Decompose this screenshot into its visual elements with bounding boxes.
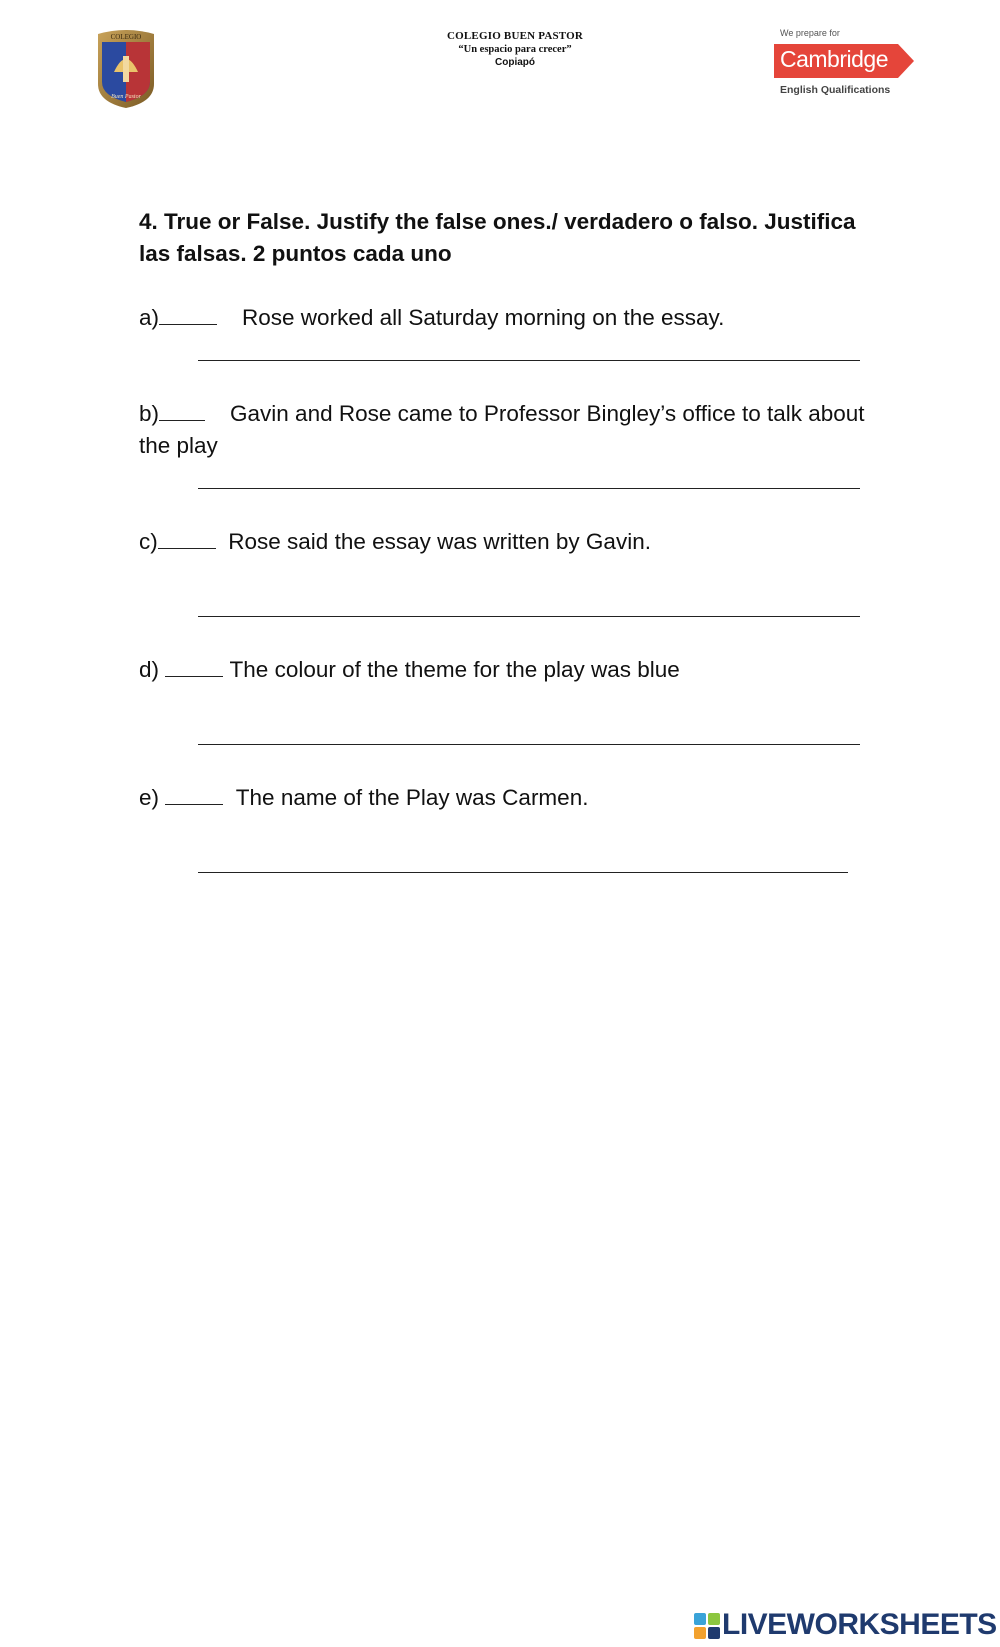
school-city: Copiapó (495, 57, 535, 68)
cambridge-wordmark: Cambridge (780, 46, 888, 72)
cambridge-logo (774, 28, 914, 100)
cambridge-top-text: We prepare for (780, 28, 840, 38)
question-letter: e) (139, 785, 160, 810)
school-name: COLEGIO BUEN PASTOR (446, 30, 584, 42)
question-letter: a) (139, 305, 160, 330)
question-c (139, 526, 879, 558)
school-motto: “Un espacio para crecer” (458, 44, 572, 55)
justification-line[interactable] (198, 872, 848, 873)
answer-blank-tf[interactable] (158, 528, 216, 549)
answer-blank-tf[interactable] (159, 304, 217, 325)
justification-line[interactable] (198, 744, 860, 745)
question-b (139, 398, 879, 462)
school-header (410, 30, 620, 69)
exercise-title: 4. True or False. Justify the false ones./ verdadero o falso. Justifica las falsas. 2 puntos cada uno (139, 209, 856, 266)
liveworksheets-icon (694, 1613, 720, 1639)
question-letter: c) (139, 529, 158, 554)
question-text: The colour of the theme for the play was blue (229, 657, 680, 682)
question-letter: d) (139, 657, 160, 682)
question-e (139, 782, 879, 814)
question-text: Rose said the essay was written by Gavin. (228, 529, 651, 554)
justification-line[interactable] (198, 616, 860, 617)
question-a (139, 302, 879, 334)
justification-line[interactable] (198, 488, 860, 489)
question-text: The name of the Play was Carmen. (235, 785, 589, 810)
answer-blank-tf[interactable] (159, 400, 205, 421)
crest-top-text: COLEGIO (110, 33, 142, 41)
school-crest-logo (94, 28, 158, 110)
cambridge-subtitle: English Qualifications (780, 84, 891, 96)
crest-bottom-text: Buen Pastor (111, 94, 141, 100)
liveworksheets-wordmark: LIVEWORKSHEETS (722, 1608, 997, 1641)
question-letter: b) (139, 401, 160, 426)
answer-blank-tf[interactable] (165, 784, 223, 805)
question-text: Gavin and Rose came to Professor Bingley’s office to talk about the play (139, 401, 865, 458)
question-d (139, 654, 879, 686)
justification-line[interactable] (198, 360, 860, 361)
question-text: Rose worked all Saturday morning on the essay. (242, 305, 725, 330)
answer-blank-tf[interactable] (165, 656, 223, 677)
